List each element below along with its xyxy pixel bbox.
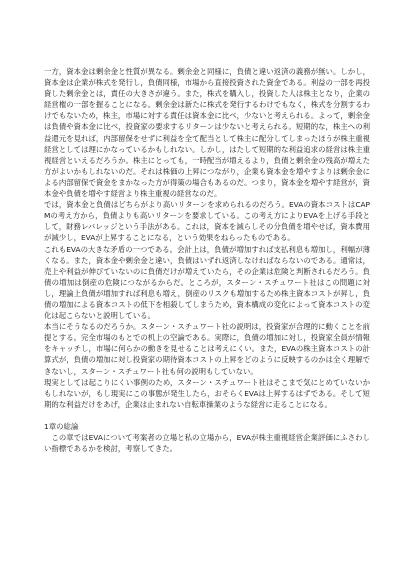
paragraph-equity-vs-surplus: 一方，資本金は剰余金と性質が異なる。剰余金と同様に，負債と違い返済の義務が無い。しかし，資本金は企業が株式を発行し，負債同様，市場から直接投資された資金である。利益の一部を再投資した剰余金とは，責任の大きさが違う。また，株式を購入し，投資した人は株主となり，企業の経営権の一部を握ることになる。剰余金は新たに株式を発行するわけでもなく，株式を分割するわけでもないため，株主，市場に対する責任は資本金に比べ，少ないと考えられる。よって，剰余金は負債や資本金に比べ，投資家の要求するリターンは少ないと考えられる。短期的な，株主への利益還元を見れば，内部留保をせずに利益を全て配当として株主に配分してしまったほうが株主重視経営としては理にかなっているかもしれない。しかし，はたして短期的な利益追求の経営は株主重視経営といえるだろうか。株主にとっても，一時配当が増えるより，負債と剰余金の残高が増えた方がよいかもしれないのだ。それは株価の上昇につながり，企業も資本金を増やすよりは剰余金による内部留保で資金をまかなった方が得策の場合もあるのだ。つまり，資本金を増やす経営が，資本金や負債を増やす経営より株主重視の経営なのだ。 bbox=[44, 67, 370, 199]
chapter-summary-body: この章ではEVAについて考案者の立場と私の立場から，EVAが株主重視経営企業評価にふさわしい指標であるかを検討，考察してきた。 bbox=[44, 433, 370, 454]
paragraph-realistic-outcome: 現実としては起こりにくい事例のため，スターン・スチュワート社はそこまで気にとめていないかもしれないが，もし現実にこの事態が発生したら，おそらくEVAは上昇するはずである。そして短期的な利益だけをあげ，企業は止まれない自転車操業のような経営に走ることになる。 bbox=[44, 377, 370, 409]
paragraph-eva-contradiction: これもEVAの大きな矛盾の一つである。会計上は，負債が増加すれば支払利息も増加し，利幅が薄くなる。また，資本金や剰余金と違い，負債はいずれ返済しなければならないのである。通常は，売上や利益が伸びていないのに負債だけが増えていたら，その企業は危険と判断されるだろう。負債の増加は倒産の危険につながるからだ。ところが，スターン・スチュワート社はこの問題に対し，理論上負債が増加すれば利息も増え，倒産のリスクも増加するため株主資本コストが昇し，負債の増加による資本コストの低下を相殺してしまうため，資本構成の変化によって資本コストの変化は起こらないと説明している。 bbox=[44, 244, 370, 321]
paragraph-capital-vs-debt-return: では，資本金と負債はどちらがより高いリターンを求められるのだろう。EVAの資本コストはCAPMの考え方から，負債よりも高いリターンを要求している。この考え方によりEVAを上げる手段として，財務レバレッジという手法がある。これは，資本を減らしその分負債を増やせば，資本費用が減少し，EVAが上昇することになる，という効果をねらったものである。 bbox=[44, 200, 370, 243]
paragraph-perfect-market-critique: 本当にそうなるのだろうか。スターン・スチュワート社の説明は，投資家が合理的に動くことを前提とする。完全市場のもとでの机上の空論である。実際に，負債の増加に対し，投資家全員が情報をキャッチし，市場に何らかの動きを見せることは考えにくい。また，EVAの株主資本コストの計算式が，負債の増加に対し投資家の期待資本コストの上昇をどのように反映するのかは全く理解できないし，スターン・スチュワート社も何の説明もしていない。 bbox=[44, 322, 370, 376]
chapter-summary-heading: 1章の総論 bbox=[44, 421, 79, 431]
document-page bbox=[44, 66, 370, 454]
section-gap bbox=[44, 410, 370, 421]
